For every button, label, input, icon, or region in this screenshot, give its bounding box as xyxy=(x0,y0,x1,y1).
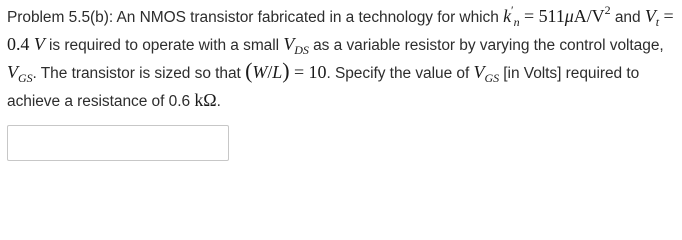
intro-text: Problem 5.5(b): An NMOS transistor fabricated in a technology for which xyxy=(7,9,499,26)
vt-symbol: V xyxy=(644,6,656,26)
vt-equals: = xyxy=(663,6,674,26)
wl-close-paren: ) xyxy=(282,58,290,83)
kn-unit: A/V xyxy=(573,6,605,26)
kohm-k: k xyxy=(194,90,204,110)
kohm-expression xyxy=(194,90,216,110)
kn-equals: = xyxy=(524,6,535,26)
text-6: [in Volts] required to achieve a resistance of 0.6 xyxy=(7,65,640,110)
vds-subscript: DS xyxy=(294,43,309,57)
kn-unit-exponent: 2 xyxy=(604,3,611,17)
vt-value: 0.4 xyxy=(7,34,30,54)
question-text xyxy=(7,3,679,115)
text-3: as a variable resistor by varying the control voltage, xyxy=(313,37,664,54)
vgs2-expression xyxy=(473,62,500,85)
kohm-omega: Ω xyxy=(203,90,217,110)
answer-input[interactable] xyxy=(7,125,229,161)
kn-value: 511 xyxy=(538,6,565,26)
vgs-subscript: GS xyxy=(17,71,33,85)
text-5: . Specify the value of xyxy=(326,65,470,82)
wl-open-paren: ( xyxy=(245,58,253,83)
vds-expression xyxy=(283,34,309,57)
vgs-symbol: V xyxy=(7,62,18,82)
wl-w: W xyxy=(252,62,268,82)
wl-equals: = xyxy=(293,62,305,82)
and-text: and xyxy=(614,9,641,26)
text-4: . The transistor is sized so that xyxy=(32,65,241,82)
vgs-expression xyxy=(7,62,33,85)
vt-subscript: t xyxy=(655,15,660,29)
kn-expression xyxy=(503,3,611,29)
kn-prime: ′ xyxy=(511,3,514,17)
text-7: . xyxy=(216,93,221,110)
text-2: is required to operate with a small xyxy=(49,37,280,54)
vds-symbol: V xyxy=(283,34,295,54)
wl-value: 10 xyxy=(308,62,327,82)
vt-unit: V xyxy=(33,34,45,54)
vgs2-symbol: V xyxy=(473,62,485,82)
kn-mu: μ xyxy=(564,6,574,26)
wl-expression xyxy=(245,58,327,83)
vgs2-subscript: GS xyxy=(484,71,500,85)
wl-slash: / xyxy=(267,62,273,82)
wl-l: L xyxy=(272,62,283,82)
kn-symbol: k xyxy=(503,6,512,26)
kn-subscript: n xyxy=(513,15,520,29)
